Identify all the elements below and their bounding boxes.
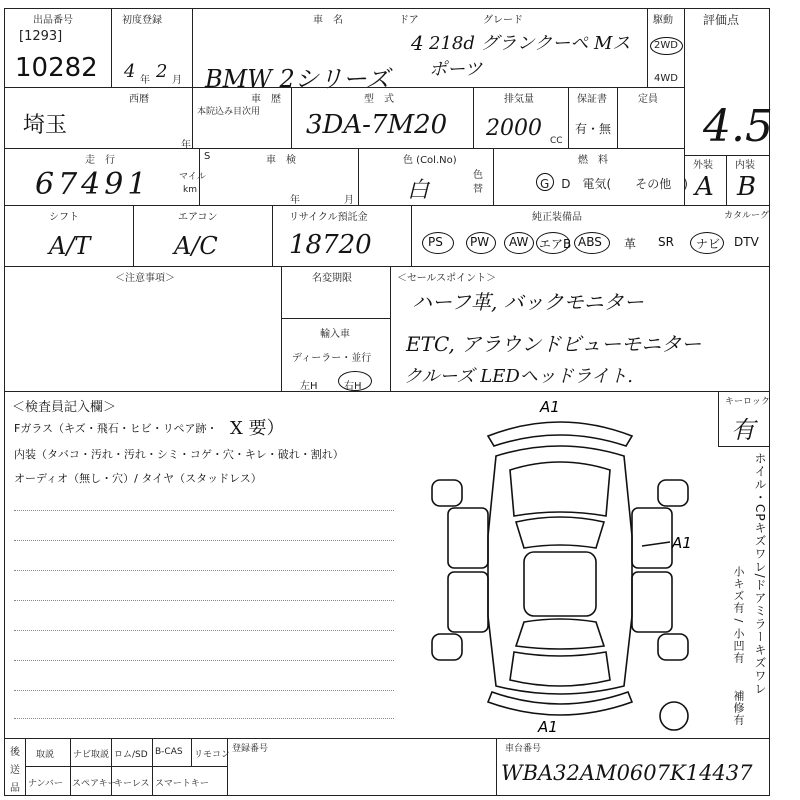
footer-label-cell [4,738,26,796]
drive-2wd: 2WD [654,40,678,51]
warranty-value: 有・無 [575,122,612,136]
warranty-label: 保証書 [577,94,607,105]
fuel-cell [493,148,688,206]
aircon-cell [133,205,273,267]
footer-item-cell [70,766,117,796]
interior-value: B [737,172,757,202]
note-line [14,718,394,719]
score-cell [684,8,773,156]
reg-cert-label: 名変期限 [312,273,352,284]
front-bumper-outline [488,422,632,446]
history-note: 本院込み目次用 [197,107,261,117]
dealer-label: ディーラー・並行 [292,353,372,364]
left-rear-door-outline [448,572,488,632]
footer-item-cell [25,766,71,796]
left-hand-label: 左H [300,381,318,392]
lot-sub: [1293] [19,29,63,44]
reg-number-label: 登録番号 [232,744,269,754]
footer-item-cell [111,766,153,796]
keylock-value: 有 [731,416,755,444]
lot-cell [4,8,112,88]
footer-item-cell [152,738,192,767]
history-label: 車 歴 [251,94,281,105]
footer-item-cell [191,738,231,767]
displacement-unit: CC [550,136,563,146]
repair-note: 補修有 [732,690,745,726]
right-rear-door-outline [632,572,672,632]
mileage-unit-km: km [183,185,197,195]
aircon-label: エアコン [178,212,218,223]
footer-item-cell [25,738,71,767]
lot-label: 出品番号 [33,15,73,26]
equipment-cell [411,205,770,267]
color-label: 色 (Col.No) [403,155,457,166]
sales-line-1: ハーフ革, バックモニター [412,290,644,314]
car-name-label: 車 名 [313,15,343,26]
sales-line-3: クルーズ LEDヘッドライト. [404,366,633,387]
right-rear-wheel-outline [658,634,688,660]
footer-item-manual: 取説 [36,750,55,760]
equip-ps: PS [428,235,443,249]
mileage-mark: S [204,151,211,162]
equip-aw: AW [509,235,529,249]
interior-label: 内装 [735,160,755,171]
reg-month-unit: 月 [172,75,182,86]
equipment-label: 純正装備品 [532,212,582,223]
first-registration-cell [111,8,193,88]
footer-item-plate: ナンバー [28,779,63,789]
fuel-options: G D 電気( その他 ) [540,177,688,191]
history-cell [192,87,292,149]
model-value: 3DA-7M20 [306,110,448,140]
aircon-value: A/C [174,232,218,260]
sales-line-2: ETC, アラウンドビューモニター [406,332,702,356]
lot-number: 10282 [15,53,98,83]
caution-label: ＜注意事項＞ [115,273,175,284]
reg-month: 2 [156,61,168,82]
sales-label: ＜セールスポイント＞ [397,273,497,284]
glass-line: Fガラス（キズ・飛石・ヒビ・リペア跡・ [14,422,218,435]
grade-label: グレード [483,15,523,26]
equip-pw: PW [470,235,490,249]
interior-cell [726,155,770,206]
import-block [281,266,391,392]
western-year-label: 西暦 [129,94,149,105]
model-cell [291,87,474,149]
right-front-wheel-outline [658,480,688,506]
equip-navi: ナビ [696,237,721,251]
interior-condition-line: 内装（タバコ・汚れ・汚れ・シミ・コゲ・穴・キレ・破れ・割れ） [14,448,344,461]
damage-mark-front: A1 [540,398,560,416]
door-value: 4 [411,31,424,55]
shift-cell [4,205,134,267]
keylock-label: キーロック [725,397,770,407]
spare-tire-outline [660,702,688,730]
import-divider [282,318,390,319]
color-change-label: 色替 [473,170,483,195]
drive-4wd: 4WD [654,73,678,84]
left-rear-wheel-outline [432,634,462,660]
glass-mark: X 要） [230,418,285,439]
displacement-value: 2000 [486,116,542,141]
note-line [14,570,394,571]
recycle-value: 18720 [289,230,372,260]
car-damage-diagram [420,396,740,736]
footer-label-3: 品 [10,783,20,794]
footer-item-cell [152,766,228,796]
inspection-label: 車 検 [266,155,296,166]
inspection-date-cell [199,148,359,206]
exterior-label: 外装 [693,160,713,171]
footer-item-cell [70,738,112,767]
equip-leather: 革 [624,237,637,251]
audio-tire-line: オーディオ（無し・穴）/ タイヤ（スタッドレス） [14,472,262,485]
reg-number-cell [227,738,497,796]
mileage-cell [4,148,206,206]
mileage-value: 67491 [35,167,151,202]
recycle-cell [272,205,412,267]
capacity-cell [617,87,685,149]
inspection-month-unit: 月 [344,195,354,206]
drive-cell [647,8,685,88]
footer-item-keyless: キーレス [114,779,150,789]
chassis-label: 車台番号 [505,744,542,754]
mileage-label: 走 行 [85,155,115,166]
left-front-wheel-outline [432,480,462,506]
small-scratch-note: 小キズ有 / 小凹有 [732,566,745,664]
equip-sr: SR [658,235,674,249]
fuel-label: 燃 料 [578,155,608,166]
equip-dtv: DTV [734,235,759,249]
region-cell [4,87,193,149]
mileage-unit-mile: マイル [179,172,206,182]
rear-window-outline [516,619,604,649]
rear-bumper-outline [488,692,632,715]
score-label: 評価点 [703,13,740,27]
grade-value: 218d グランクーペ Mスポーツ [429,33,631,80]
equip-airbag: エアB [539,237,572,251]
right-front-door-outline [632,508,672,568]
warranty-cell [568,87,618,149]
right-hand-label: 右H [344,381,362,392]
first-registration-label: 初度登録 [122,15,162,26]
catalog-label: カタルーグ [724,211,770,221]
exterior-cell [684,155,727,206]
footer-item-navi-manual: ナビ取説 [73,750,110,760]
exterior-value: A [695,172,714,202]
footer-item-smart-key: スマートキー [155,779,209,789]
inspection-year-unit: 年 [290,195,300,206]
damage-pointer-line [642,542,670,546]
car-name-value: BMW 2シリーズ [205,65,390,93]
displacement-cell [473,87,569,149]
color-cell [358,148,494,206]
door-label: ドア [399,15,419,26]
car-name-cell [192,8,648,93]
wheel-mirror-note: ホイル・CPキズワレ/ドアミラーキズワレ [753,452,767,696]
roof-outline [524,552,596,616]
reg-year: 4 [124,61,136,82]
left-front-door-outline [448,508,488,568]
capacity-label: 定員 [638,94,658,105]
drive-label: 駆動 [653,15,673,26]
region-value: 埼玉 [23,113,68,138]
footer-label-1: 後 [10,747,20,758]
note-line [14,510,394,511]
color-value: 白 [407,178,430,203]
windshield-outline [516,517,604,548]
model-label: 型 式 [364,94,394,105]
note-line [14,600,394,601]
western-year-unit: 年 [181,140,191,151]
note-line [14,690,394,691]
hood-outline [510,462,610,516]
equip-abs: ABS [578,235,602,249]
damage-mark-rear: A1 [538,718,558,736]
inspector-title: ＜検査員記入欄＞ [12,400,117,415]
footer-label-2: 送 [10,765,20,776]
right-hand-circle [338,371,372,391]
note-line [14,630,394,631]
footer-item-rom-sd: ロム/SD [114,750,148,760]
footer-item-spare-key: スペアキー [72,779,117,789]
displacement-label: 排気量 [504,94,534,105]
recycle-label: リサイクル預託金 [289,212,368,223]
trunk-outline [510,652,610,686]
chassis-cell [496,738,770,796]
damage-mark-right: A1 [672,534,692,552]
chassis-value: WBA32AM0607K14437 [501,761,753,785]
shift-value: A/T [49,232,91,260]
shift-label: シフト [49,212,79,223]
footer-item-cell [111,738,153,767]
import-label: 輸入車 [320,329,350,340]
note-line [14,540,394,541]
reg-year-unit: 年 [140,75,150,86]
score-value: 4.5 [703,101,773,152]
note-line [14,660,394,661]
footer-item-remote: リモコン [194,750,231,760]
footer-item-bcas: B-CAS [155,747,183,757]
